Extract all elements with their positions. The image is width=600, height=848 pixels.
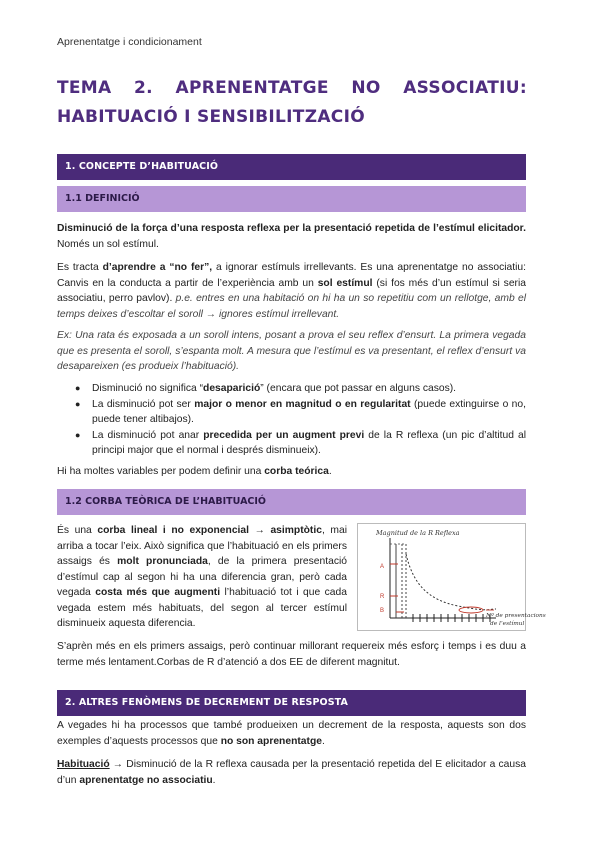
list-item: ● La disminució pot anar precedida per un augment previ de la R reflexa (un pic d’altitud al principi major que el normal i després disminueix).: [75, 429, 526, 456]
habituation-term: Habituació: [57, 759, 110, 770]
running-header: Aprenentatge i condicionament: [57, 36, 202, 48]
figure-xlabel-2-text: de l’estímul: [490, 621, 525, 627]
section-heading-2: 2. ALTRES FENÒMENS DE DECREMENT DE RESPOSTA: [57, 690, 526, 716]
figure-ylabel: Magnitud de la R Reflexa: [376, 529, 460, 537]
page-title: TEMA 2. APRENENTATGE NO ASSOCIATIU: HABITUACIÓ I SENSIBILITZACIÓ: [57, 78, 527, 127]
p2-d: sol estímul: [317, 277, 373, 289]
habituation-definition: Habituació → Disminució de la R reflexa causada per la presentació repetida del E elicitador a causa d’un aprenentatge no associatiu.: [57, 759, 526, 786]
label-r: R: [380, 594, 385, 600]
bullet-icon: ●: [75, 398, 81, 409]
bullet-list: [57, 381, 526, 459]
curve-paragraph: És una corba lineal i no exponencial → asimptòtic, mai arriba a tocar l’eix. Això significa que l’habituació en els primers assaigs és molt pronunciada, de la primera presentació d’estímul cap al segon hi ha una diferencia gran, però cada vegada costa més que augmenti l’habituació tot i que cada vegada estem més habituats, del segon al tercer estímul disminueix aquesta diferencia.: [57, 525, 347, 629]
label-b: B: [380, 608, 385, 614]
red-circle: [459, 607, 483, 613]
explanation-paragraph: [57, 260, 526, 322]
curve-after-paragraph: S’aprèn més en els primers assaigs, però continuar millorant requereix més esforç i temps i es duu a terme més lentament.Corbas de R d’atenció a dos EE de diferent magnitut.: [57, 641, 526, 668]
label-a: A: [380, 564, 385, 570]
p2-a: Es tracta: [57, 262, 103, 273]
definition-bold: Disminució de la força d’una resposta reflexa per la presentació repetida de l’estímul elicitador.: [57, 223, 526, 234]
definition-paragraph: [57, 221, 526, 252]
variables-paragraph: Hi ha moltes variables per podem definir una corba teórica.: [57, 466, 332, 477]
list-item: ● Disminució no significa “desaparició” (encara que pot passar en alguns casos).: [57, 381, 526, 397]
p2-example: p.e. entres en una habitació on hi ha un so repetitiu com un rellotge, amb el temps deixes d’escoltar el soroll → ignores estímul irrellevant.: [57, 293, 526, 320]
subsection-heading-1-2: 1.2 CORBA TEÒRICA DE L’HABITUACIÓ: [57, 489, 526, 515]
bullet-icon: ●: [75, 383, 81, 393]
decay-curve: [406, 554, 496, 610]
list-item: ● La disminució pot ser major o menor en magnitud o en regularitat (puede extinguirse o no, puede tener altibajos).: [75, 398, 526, 425]
p2-b: d’aprendre a “no fer”,: [102, 262, 213, 273]
habituation-curve-svg: [358, 524, 546, 632]
section-heading-1: 1. CONCEPTE D’HABITUACIÓ: [57, 154, 526, 180]
habituation-curve-figure: [357, 523, 546, 631]
p2-c: a ignorar estímuls irrellevants. Es una aprenentatge no associatiu: Canvis en la conducta a partir de l’experiència amb un: [57, 262, 526, 289]
subsection-heading-1-1: 1.1 DEFINICIÓ: [57, 186, 526, 212]
rat-example-paragraph: Ex: Una rata és exposada a un soroll intens, posant a prova el seu reflex d’ensurt. La primera vegada que es presenta el soroll, s’espanta molt. A mesura que l’estímul es va presentant, el reflex d’ensurt va desapareixen (es produeix l’habituació).: [57, 330, 526, 372]
section2-intro: A vegades hi ha processos que també produeixen un decrement de la resposta, aquests son dos exemples d’aquests processos que no son aprenentatge.: [57, 720, 526, 747]
p2-e: (si fos més d’un estímul si seria associatiu, perro pavlov).: [57, 277, 526, 304]
figure-xlabel-1-text: Nº de presentacions: [486, 613, 546, 619]
bullet-icon: ●: [75, 429, 81, 440]
definition-rest: Només un sol estímul.: [57, 238, 159, 250]
